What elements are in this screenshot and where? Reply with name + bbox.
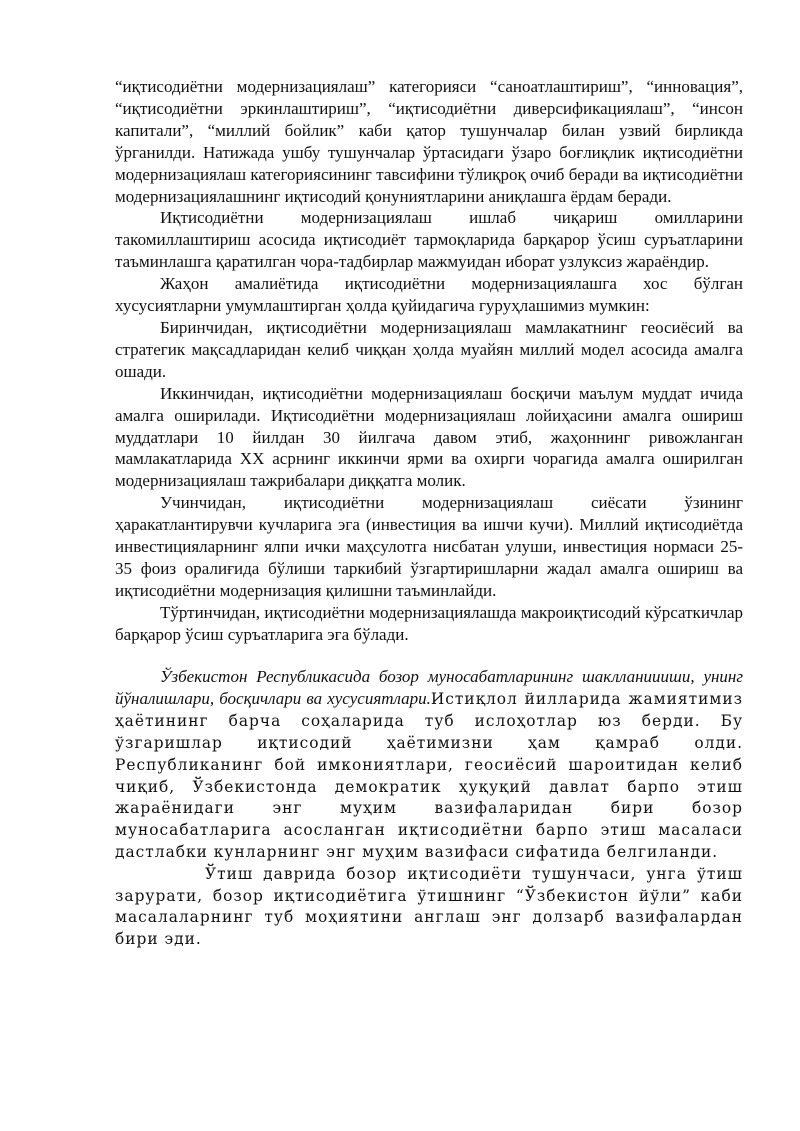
section-heading: Ўзбекистон Республикасида бозор муносабатларининг шаклланиииши, унинг йўналишлари, босқичлари ва хусусиятлари. — [115, 666, 743, 709]
paragraph: Учинчидан, иқтисодиётни модернизациялаш сиёсати ўзининг ҳаракатлантирувчи кучларига эга (инвестиция ва ишчи кучи). Миллий иқтисодиётда инвестицияларнинг ялпи ички маҳсулотга нисбатан улуши, инвестиция нормаси 25-35 фоиз оралиғида бўлиши таркибий ўзгартиришларни жадал амалга ошириш ва иқтисодиётни модернизация қилишни таъминлайди. — [115, 493, 743, 600]
paragraph: Тўртинчидан, иқтисодиётни модернизациялашда макроиқтисодий кўрсаткичлар барқарор ўсиш суръатларига эга бўлади. — [115, 602, 743, 644]
paragraph: Жаҳон амалиётида иқтисодиётни модернизациялашга хос бўлган хусусиятларни умумлаштирган ҳолда қуйидагича гуруҳлашимиз мумкин: — [115, 274, 743, 316]
paragraph: “иқтисодиётни модернизациялаш” категорияси “саноатлаштириш”, “инновация”, “иқтисодиётни эркинлаштириш”, “иқтисодиётни диверсификациялаш”, “инсон капитали”, “миллий бойлик” каби қатор тушунчалар билан узвий бирликда ўрганилди. Натижада ушбу тушунчалар ўртасидаги ўзаро боғлиқлик иқтисодиётни модернизациялаш категориясининг тавсифини тўлиқроқ очиб беради ва иқтисодиётни модернизациялашнинг иқтисодий қонуниятларини аниқлашга ёрдам беради. — [115, 77, 743, 206]
closing-paragraph: Ўтиш даврида бозор иқтисодиёти тушунчаси, унга ўтиш зарурати, бозор иқтисодиётига ўтишнинг “Ўзбекистон йўли” каби масалаларнинг туб моҳиятини англаш энг долзарб вазифалардан бири эди. — [115, 864, 743, 949]
section-text — [115, 666, 743, 951]
section-paragraph — [115, 666, 743, 864]
section-body: Истиқлол йилларида жамиятимиз ҳаётининг барча соҳаларида туб ислоҳотлар юз берди. Бу ўзгаришлар иқтисодий ҳаётимизни ҳам қамраб олди. Республиканинг бой имкониятлари, геосиёсий шароитидан келиб чиқиб, Ўзбекистонда демократик ҳуқуқий давлат барпо этиш жараёнидаги энг муҳим вазифаларидан бири бозор муносабатларига асосланган иқтисодиётни барпо этиш масаласи дастлабки кунларнинг энг муҳим вазифаси сифатида белгиланди. — [115, 690, 743, 861]
body-text — [115, 76, 743, 646]
paragraph: Иккинчидан, иқтисодиётни модернизациялаш босқичи маълум муддат ичида амалга оширилади. Иқтисодиётни модернизациялаш лойиҳасини амалга ошириш муддатлари 10 йилдан 30 йилгача давом этиб, жаҳоннинг ривожланган мамлакатларида ХХ асрнинг иккинчи ярми ва охирги чорагида амалга оширилган модернизациялаш тажрибалари диққатга молик. — [115, 383, 743, 491]
paragraph: Иқтисодиётни модернизациялаш ишлаб чиқариш омилларини такомиллаштириш асосида иқтисодиёт тармоқларида барқарор ўсиш суръатларини таъминлашга қаратилган чора-тадбирлар мажмуидан иборат узлуксиз жараёндир. — [115, 208, 743, 272]
paragraph: Биринчидан, иқтисодиётни модернизациялаш мамлакатнинг геосиёсий ва стратегик мақсадларидан келиб чиққан ҳолда муайян миллий модел асосида амалга ошади. — [115, 317, 743, 381]
